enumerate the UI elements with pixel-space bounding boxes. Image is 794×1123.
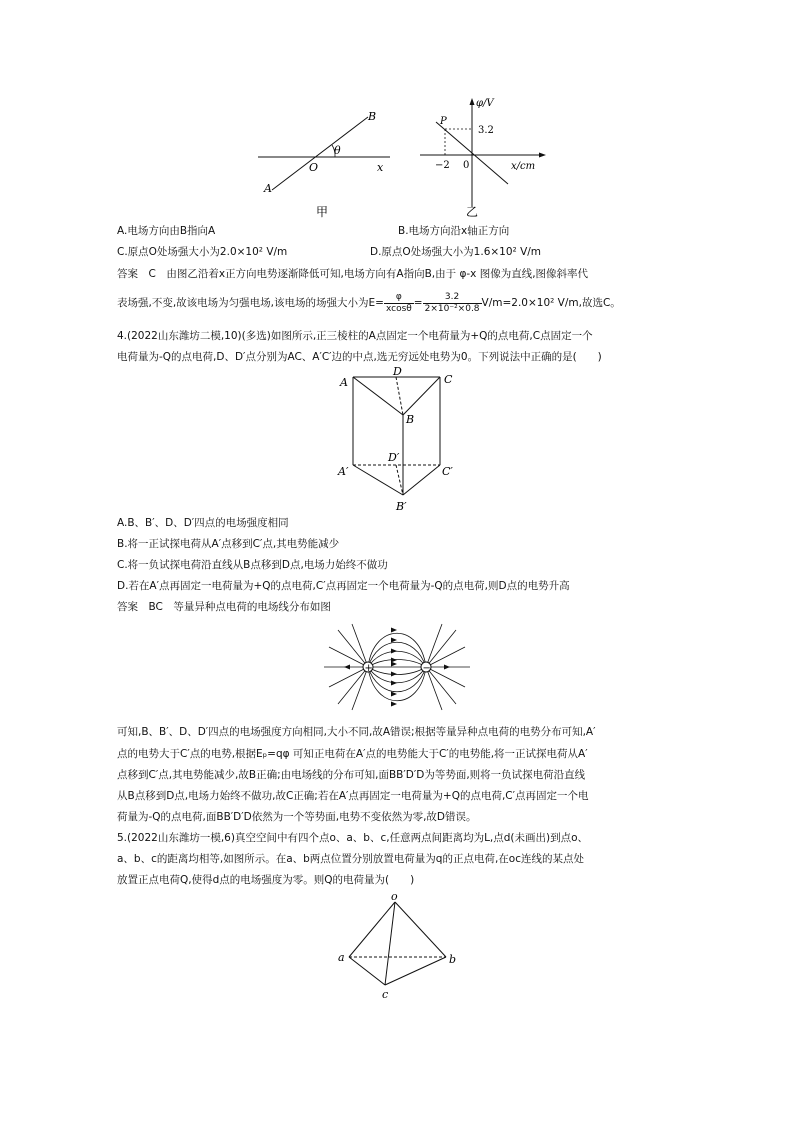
q3-equals: = xyxy=(413,297,423,309)
q4-answer-head: 答案 BC 等量异种点电荷的电场线分布如图 xyxy=(117,601,331,613)
q4-answer-line-3: 点移到C′点,其电势能减少,故B正确;由电场线的分布可知,面BB′D′D为等势面,则将一负试探电荷沿直线 xyxy=(117,769,586,781)
edge-ob xyxy=(395,902,446,957)
label-a-prime: A′ xyxy=(338,465,349,478)
tetrahedron-figure xyxy=(330,890,465,1005)
label-a: a xyxy=(338,951,345,964)
edge-bc xyxy=(385,957,446,985)
axis-phi-label: φ/V xyxy=(476,98,494,109)
q3-answer-text-b: V/m=2.0×10² V/m,故选C。 xyxy=(481,297,621,309)
line-ab xyxy=(272,117,368,190)
label-d: D xyxy=(393,365,402,378)
label-d-prime: D′ xyxy=(388,451,400,464)
q4-answer-line-4: 从B点移到D点,电场力始终不做功,故C正确;若在A′点再固定一电荷量为+Q的点电荷,C′点再固定一个电 xyxy=(117,790,589,802)
field-lines-figure xyxy=(324,622,470,712)
axis-x-label: x/cm xyxy=(511,161,536,172)
x-axis-arrow xyxy=(539,153,546,158)
q4-answer-line-5: 荷量为-Q的点电荷,面BB′D′D依然为一个等势面,电势不变依然为零,故D错误。 xyxy=(117,811,477,823)
edge-c2b2 xyxy=(403,465,440,495)
label-b: B xyxy=(368,110,377,123)
q5-stem-line-3: 放置正点电荷Q,使得d点的电场强度为零。则Q的电荷量为( ) xyxy=(117,874,415,886)
label-c-prime: C′ xyxy=(442,465,453,478)
edge-ac xyxy=(349,957,385,985)
q4-option-a: A.B、B′、D、D′四点的电场强度相同 xyxy=(117,517,289,529)
label-c: C xyxy=(444,373,453,386)
label-o: O xyxy=(309,161,319,174)
edge-ab xyxy=(353,377,403,415)
q3-option-a: A.电场方向由B指向A xyxy=(117,225,216,237)
q3-fraction-1: $\frac{\varphi}{xcos\theta}$ xyxy=(385,291,412,314)
q3-answer-line-2 xyxy=(117,288,621,318)
q5-stem-line-1: 5.(2022山东潍坊一模,6)真空空间中有四个点o、a、b、c,任意两点间距离均为L,点d(未画出)到点o、 xyxy=(117,832,589,844)
q3-answer-line-1: 答案 C 由图乙沿着x正方向电势逐渐降低可知,电场方向有A指向B,由于 φ-x 图像为直线,图像斜率代 xyxy=(117,268,589,280)
positive-charge-sign: + xyxy=(364,663,373,674)
q4-answer-line-2: 点的电势大于C′点的电势,根据Eₚ=qφ 可知正电荷在A′点的电势能大于C′的电势能,将一正试探电荷从A′ xyxy=(117,748,588,760)
edge-oa xyxy=(349,902,395,957)
label-b: b xyxy=(449,953,457,966)
q4-option-d: D.若在A′点再固定一电荷量为+Q的点电荷,C′点再固定一个电荷量为-Q的点电荷,则D点的电势升高 xyxy=(117,580,570,592)
q3-fraction-2: $\frac{3.2}{\text{2×10⁻²×0.8}}$ xyxy=(424,291,480,314)
tick-neg2: −2 xyxy=(435,160,450,171)
label-b-prime: B′ xyxy=(396,500,407,513)
label-o: o xyxy=(391,890,398,903)
edge-d2b2 xyxy=(396,465,403,495)
label-p: P xyxy=(440,116,447,127)
q4-stem-line-2: 电荷量为-Q的点电荷,D、D′点分别为AC、A′C′边的中点,选无穷远处电势为0。下列说法中正确的是( ) xyxy=(117,351,602,363)
label-b: B xyxy=(406,413,415,426)
edge-cb xyxy=(403,377,440,415)
caption-jia: 甲 xyxy=(316,205,329,219)
q4-option-c: C.将一负试探电荷沿直线从B点移到D点,电场力始终不做功 xyxy=(117,559,388,571)
q5-stem-line-2: a、b、c的距离均相等,如图所示。在a、b两点位置分别放置电荷量为q的正点电荷,在oc连线的某点处 xyxy=(117,853,585,865)
q3-answer-text-a: 表场强,不变,故该电场为匀强电场,该电场的场强大小为E= xyxy=(117,297,384,309)
q4-option-b: B.将一正试探电荷从A′点移到C′点,其电势能减少 xyxy=(117,538,340,550)
prism-figure xyxy=(330,365,470,515)
q4-stem-line-1: 4.(2022山东潍坊二模,10)(多选)如图所示,正三棱柱的A点固定一个电荷量为+Q的点电荷,C点固定一个 xyxy=(117,330,593,342)
phi-axis-arrow xyxy=(470,98,475,105)
q4-answer-line-1: 可知,B、B′、D、D′四点的电场强度方向相同,大小不同,故A错误;根据等量异种点电荷的电势分布可知,A′ xyxy=(117,726,596,738)
figure-jia xyxy=(250,100,400,225)
tick-32: 3.2 xyxy=(478,125,494,136)
label-theta: θ xyxy=(334,144,341,157)
q3-option-b: B.电场方向沿x轴正方向 xyxy=(398,225,510,237)
caption-yi: 乙 xyxy=(466,205,479,219)
label-a: A xyxy=(264,182,272,195)
tick-zero: 0 xyxy=(463,160,470,171)
edge-oc xyxy=(385,902,395,985)
q3-option-d: D.原点O处场强大小为1.6×10² V/m xyxy=(370,246,542,258)
negative-charge-sign: − xyxy=(422,663,431,674)
label-x: x xyxy=(377,161,384,174)
edge-db xyxy=(396,377,403,415)
edge-a2b2 xyxy=(353,465,403,495)
label-c: c xyxy=(382,988,389,1001)
figure-yi xyxy=(410,92,560,222)
label-a: A xyxy=(340,376,348,389)
q3-option-c: C.原点O处场强大小为2.0×10² V/m xyxy=(117,246,288,258)
